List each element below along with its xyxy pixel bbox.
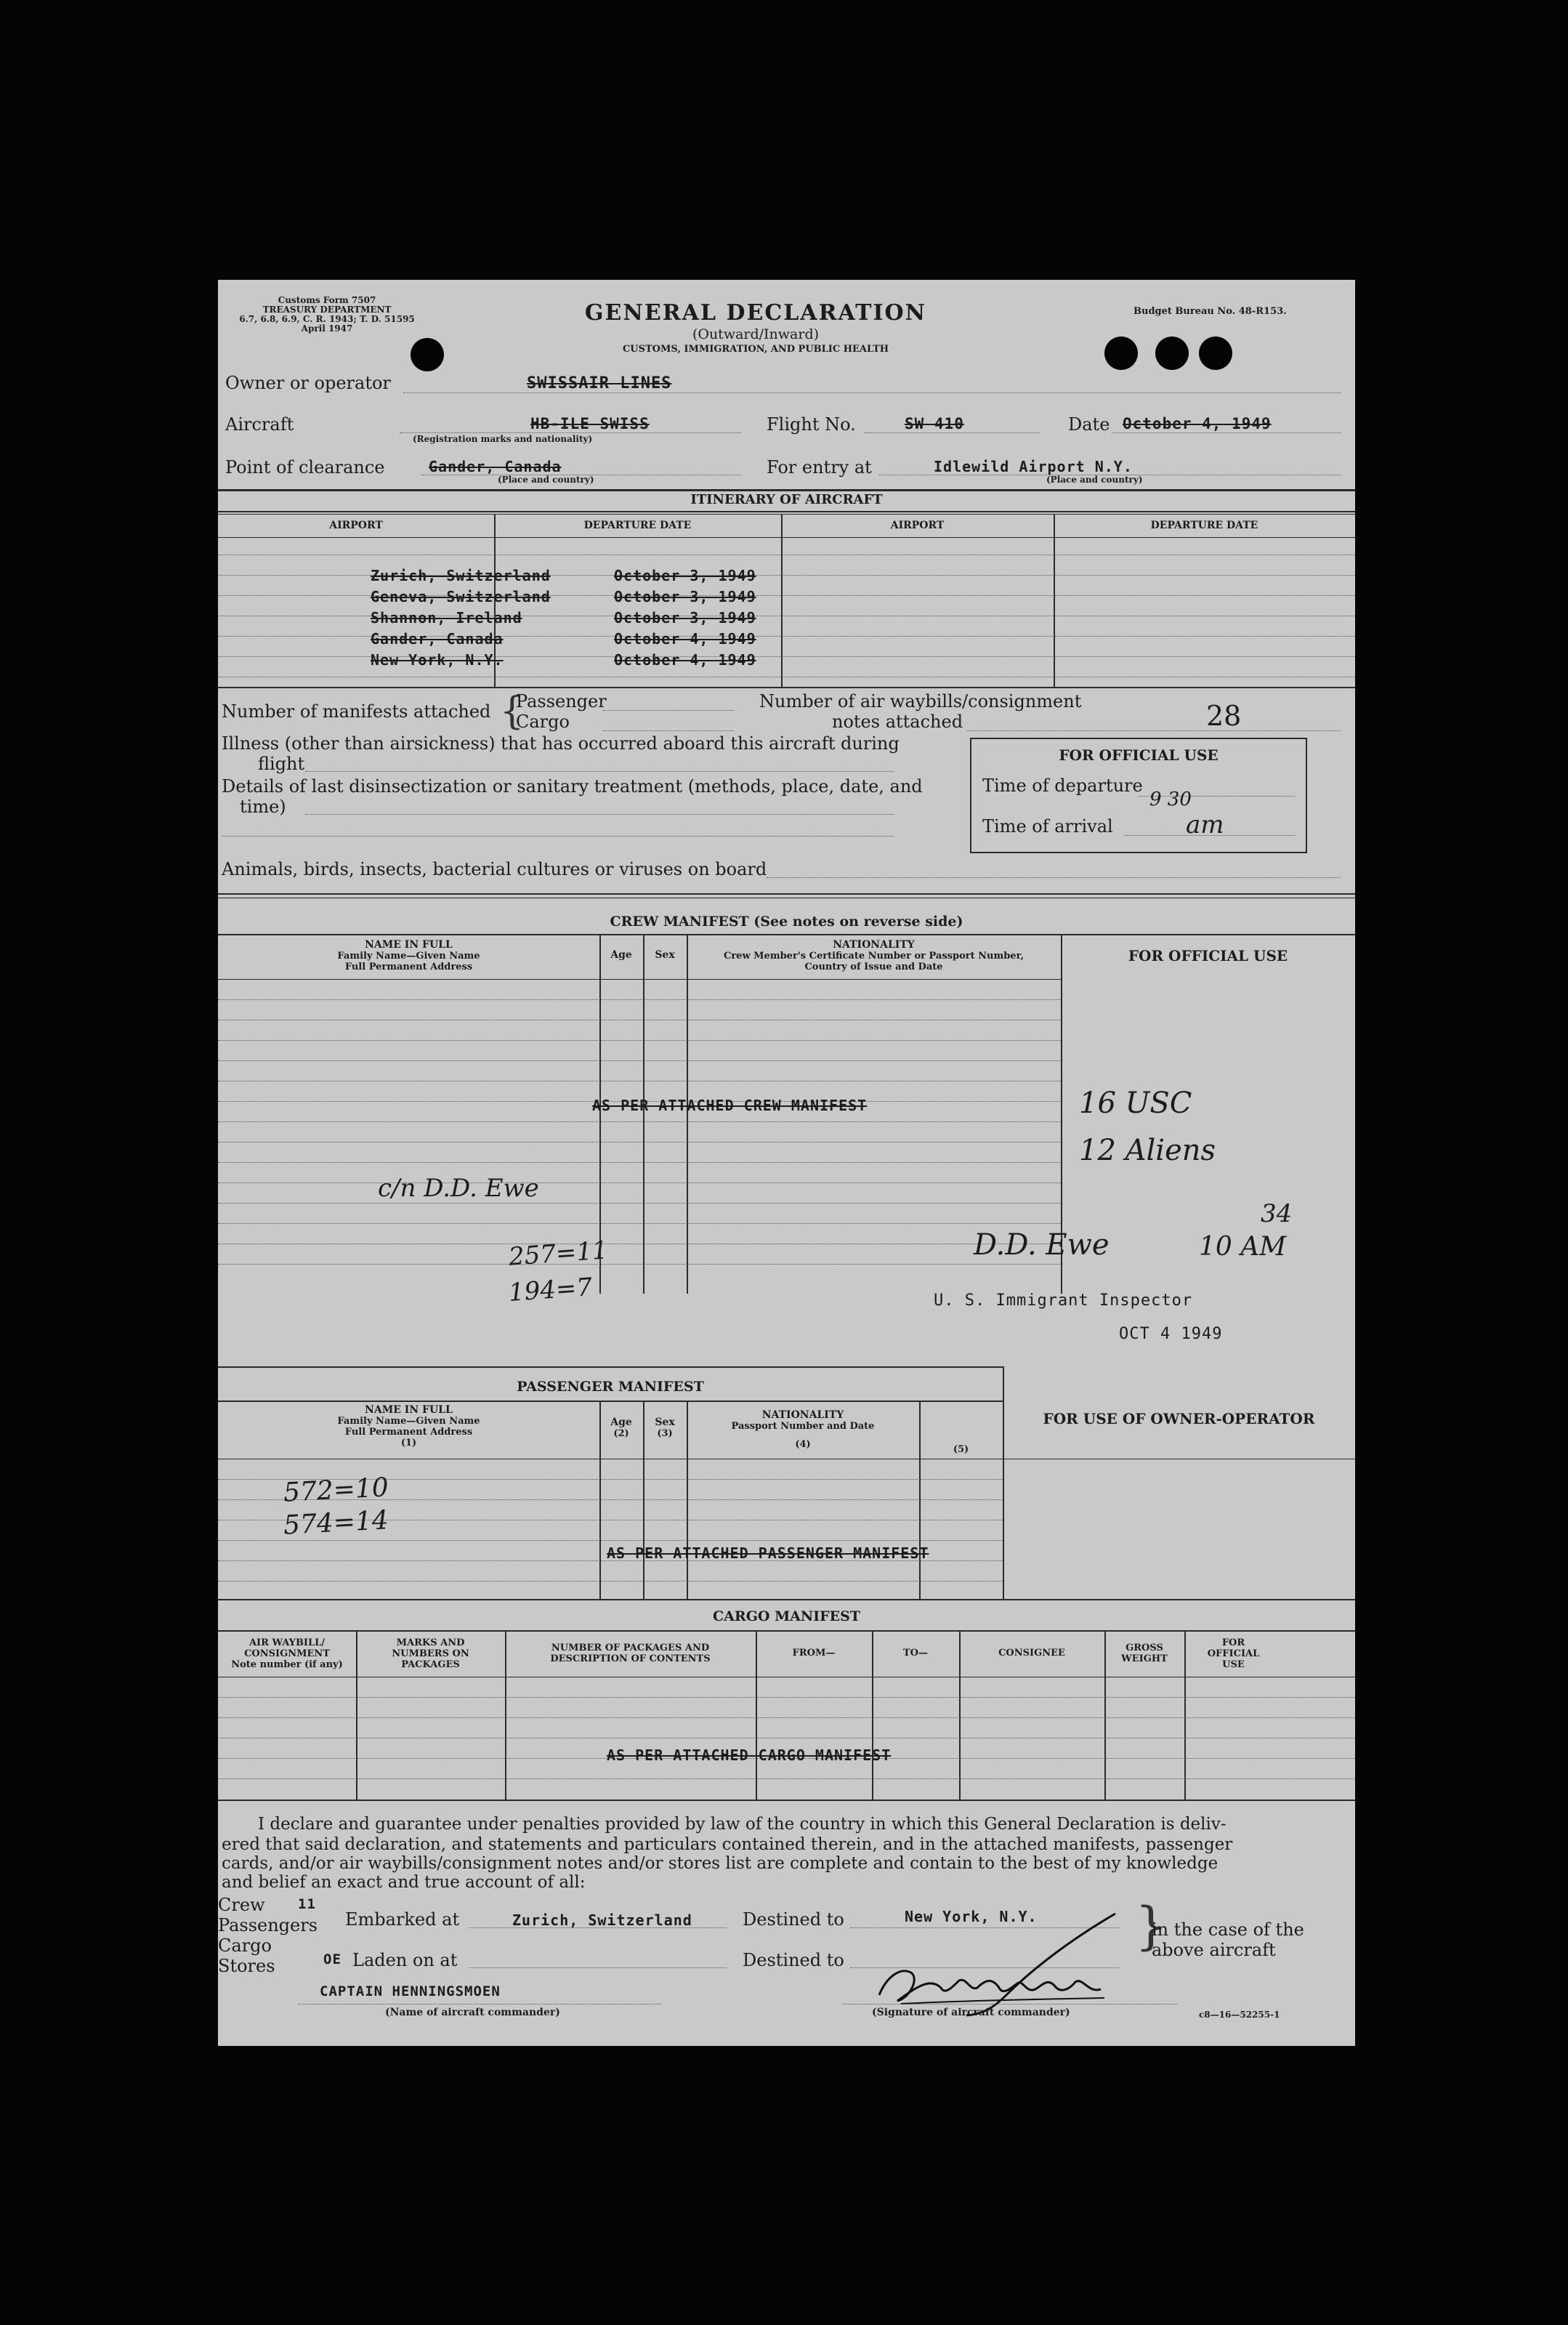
cargo-col-line: WEIGHT (1121, 1653, 1168, 1664)
itinerary-title: ITINERARY OF AIRCRAFT (690, 492, 883, 507)
manifests-cargo: Cargo (516, 712, 570, 732)
cargo-col-line: OFFICIAL (1207, 1648, 1260, 1659)
flight-label: Flight No. (767, 414, 856, 435)
itinerary-date: October 3, 1949 (614, 588, 756, 605)
waybills-value: 28 (1206, 700, 1242, 732)
crew-col-official: FOR OFFICIAL USE (1128, 947, 1288, 964)
punch-hole (411, 338, 444, 371)
itinerary-col-airport-2: AIRPORT (890, 520, 945, 531)
passenger-col-sex-line: (3) (657, 1428, 673, 1439)
itinerary-col-departure: DEPARTURE DATE (583, 520, 692, 531)
cargo-col-line: CONSIGNMENT (244, 1648, 330, 1659)
clearance-value: Gander, Canada (429, 458, 562, 475)
signature-label: (Signature of aircraft commander) (872, 2007, 1070, 2018)
time-departure-label: Time of departure (982, 775, 1143, 796)
passenger-col-name-line: Family Name—Given Name (337, 1416, 480, 1427)
punch-hole (1155, 337, 1189, 370)
itinerary-date: October 3, 1949 (614, 609, 756, 626)
itinerary-airport: Shannon, Ireland (371, 609, 522, 626)
passenger-col-age-line: (2) (613, 1428, 629, 1439)
crew-col-name-line: Full Permanent Address (344, 962, 473, 972)
embarked-value: Zurich, Switzerland (512, 1911, 692, 1929)
itinerary-airport: Zurich, Switzerland (371, 567, 551, 584)
passenger-col-nationality (687, 1410, 919, 1450)
entry-label: For entry at (767, 457, 872, 478)
passenger-col-5: (5) (953, 1444, 969, 1455)
declaration-line-1: I declare and guarantee under penalties provided by law of the country in which this General Declaration is deliv- (258, 1815, 1226, 1834)
cargo-col-line: FOR (1221, 1637, 1245, 1648)
cargo-col-waybill (218, 1637, 356, 1670)
declaration-cargo-label: Cargo (218, 1935, 272, 1956)
time-arrival-label: Time of arrival (982, 816, 1113, 837)
aircraft-label: Aircraft (225, 414, 294, 435)
passenger-col-sex-line: Sex (655, 1417, 675, 1428)
passenger-handwritten-count-1: 572=10 (283, 1472, 389, 1508)
commander-signature (857, 1908, 1133, 2017)
cargo-col-line: PACKAGES (401, 1659, 460, 1670)
itinerary-col-departure-2: DEPARTURE DATE (1150, 520, 1258, 531)
owner-label: Owner or operator (225, 373, 391, 393)
itinerary-date: October 4, 1949 (614, 651, 756, 669)
passenger-handwritten-count-2: 574=14 (283, 1505, 389, 1541)
disinsectization-label-2: time) (240, 797, 286, 817)
crew-handwritten-minutes: 34 (1261, 1199, 1293, 1228)
crew-stamp: AS PER ATTACHED CREW MANIFEST (592, 1097, 868, 1114)
entry-value: Idlewild Airport N.Y. (934, 458, 1133, 475)
cargo-col-marks (356, 1637, 505, 1670)
declaration-line-3: cards, and/or air waybills/consignment notes and/or stores list are complete and contain to the best of my knowledge (222, 1854, 1219, 1873)
aircraft-value: HB-ILE SWISS (530, 415, 650, 432)
official-box-title: FOR OFFICIAL USE (1059, 746, 1219, 764)
destined-label: Destined to (743, 1909, 844, 1930)
waybills-label-2: notes attached (832, 712, 963, 732)
passenger-col-name-line: NAME IN FULL (365, 1404, 453, 1416)
cargo-col-line: GROSS (1126, 1643, 1163, 1653)
crew-title: CREW MANIFEST (See notes on reverse side) (610, 914, 963, 930)
entry-note: (Place and country) (1046, 475, 1143, 485)
declaration-crew-value: 11 (298, 1896, 316, 1912)
cargo-col-line: USE (1222, 1659, 1245, 1670)
itinerary-airport: New York, N.Y. (371, 651, 504, 669)
laden-label: Laden on at (352, 1950, 458, 1970)
passenger-col-name-line: (1) (400, 1438, 417, 1448)
crew-col-nationality-line: NATIONALITY (833, 939, 915, 951)
cargo-col-line: NUMBERS ON (392, 1648, 469, 1659)
registration-note: (Registration marks and nationality) (413, 434, 593, 444)
print-code: c8—16—52255-1 (1199, 2010, 1280, 2020)
commander-name: CAPTAIN HENNINGSMOEN (320, 1983, 501, 1999)
punch-hole (1199, 337, 1232, 370)
cargo-title: CARGO MANIFEST (713, 1608, 860, 1624)
crew-handwritten-time: 10 AM (1199, 1232, 1287, 1262)
laden-prefix: OE (323, 1951, 342, 1967)
itinerary-airport: Geneva, Switzerland (371, 588, 551, 605)
clearance-label: Point of clearance (225, 457, 385, 478)
form-agencies: CUSTOMS, IMMIGRATION, AND PUBLIC HEALTH (622, 344, 889, 355)
declaration-stores-label: Stores (218, 1956, 275, 1976)
cargo-col-line: MARKS AND (396, 1637, 465, 1648)
itinerary-date: October 3, 1949 (614, 567, 756, 584)
arrival-time-handwritten: am (1186, 810, 1224, 839)
form-line: Customs Form 7507 (278, 295, 376, 305)
cargo-col-consignee: CONSIGNEE (998, 1648, 1065, 1659)
cargo-col-official (1184, 1637, 1282, 1670)
cargo-col-line: DESCRIPTION OF CONTENTS (550, 1653, 711, 1664)
passenger-title: PASSENGER MANIFEST (517, 1379, 704, 1395)
passenger-col-sex (643, 1417, 687, 1439)
crew-handwritten-count-1: 257=11 (507, 1236, 609, 1272)
disinsectization-label: Details of last disinsectization or sanitary treatment (methods, place, date, and (222, 776, 923, 797)
owner-value: SWISSAIR LINES (527, 374, 672, 392)
form-number (218, 296, 436, 334)
clearance-note: (Place and country) (498, 475, 594, 485)
form-subtitle: (Outward/Inward) (692, 326, 820, 342)
arrival-time-handwritten-top: 9 30 (1149, 789, 1192, 810)
flight-value: SW 410 (905, 415, 964, 432)
form-line: TREASURY DEPARTMENT (262, 305, 392, 315)
owner-operator-label: FOR USE OF OWNER-OPERATOR (1043, 1410, 1315, 1427)
passenger-col-name (218, 1405, 599, 1448)
cargo-col-from: FROM— (792, 1648, 836, 1659)
inspector-stamp: U. S. Immigrant Inspector (934, 1292, 1193, 1310)
itinerary-airport: Gander, Canada (371, 630, 504, 648)
crew-handwritten-initials: c/n D.D. Ewe (378, 1174, 539, 1203)
crew-col-nationality-line: Country of Issue and Date (804, 962, 943, 972)
inspector-stamp-date: OCT 4 1949 (1119, 1325, 1223, 1343)
illness-label: Illness (other than airsickness) that has occurred aboard this aircraft during (222, 733, 900, 754)
crew-col-name (218, 940, 599, 972)
cargo-col-line: Note number (if any) (231, 1659, 343, 1670)
commander-label: (Name of aircraft commander) (385, 2007, 560, 2018)
crew-handwritten-usc: 16 USC (1079, 1087, 1192, 1120)
crew-col-sex: Sex (655, 949, 675, 961)
cargo-col-to: TO— (903, 1648, 928, 1659)
manifests-passenger: Passenger (516, 691, 607, 712)
manifests-brace: { (500, 690, 525, 733)
date-label: Date (1068, 414, 1110, 435)
passenger-col-name-line: Full Permanent Address (344, 1427, 473, 1438)
animals-label: Animals, birds, insects, bacterial cultures or viruses on board (222, 859, 767, 879)
crew-col-name-line: Family Name—Given Name (337, 951, 480, 962)
passenger-stamp: AS PER ATTACHED PASSENGER MANIFEST (607, 1544, 929, 1562)
punch-hole (1104, 337, 1138, 370)
cargo-col-weight (1104, 1643, 1184, 1664)
waybills-label: Number of air waybills/consignment (759, 691, 1082, 712)
destined-value: New York, N.Y. (905, 1908, 1038, 1925)
in-case-label-2: above aircraft (1152, 1940, 1276, 1960)
embarked-label: Embarked at (345, 1909, 460, 1930)
crew-col-nationality (687, 940, 1061, 972)
passenger-col-nationality-line: (4) (795, 1439, 811, 1450)
declaration-crew-label: Crew (218, 1895, 265, 1915)
in-case-label: in the case of the (1152, 1919, 1304, 1940)
declaration-line-2: ered that said declaration, and statements and particulars contained therein, and in the attached manifests, passenger (222, 1835, 1233, 1854)
crew-handwritten-count-2: 194=7 (507, 1273, 594, 1307)
budget-number: Budget Bureau No. 48-R153. (1133, 306, 1287, 317)
passenger-col-nationality-line: NATIONALITY (761, 1409, 844, 1421)
crew-col-name-line: NAME IN FULL (365, 939, 453, 951)
crew-col-nationality-line: Crew Member's Certificate Number or Passport Number, (723, 951, 1025, 962)
declaration-form (218, 280, 1355, 2046)
inspector-signature: D.D. Ewe (974, 1228, 1110, 1262)
destined-label-2: Destined to (743, 1950, 844, 1970)
cargo-stamp: AS PER ATTACHED CARGO MANIFEST (607, 1746, 892, 1764)
crew-col-age: Age (610, 949, 632, 961)
form-title: GENERAL DECLARATION (584, 300, 927, 326)
cargo-col-packages (505, 1643, 756, 1664)
crew-handwritten-aliens: 12 Aliens (1079, 1134, 1216, 1167)
cargo-col-line: AIR WAYBILL/ (248, 1637, 326, 1648)
itinerary-col-airport: AIRPORT (329, 520, 383, 531)
illness-label-2: flight (258, 754, 305, 774)
passenger-col-age (599, 1417, 643, 1439)
declaration-line-4: and belief an exact and true account of all: (222, 1873, 586, 1892)
itinerary-date: October 4, 1949 (614, 630, 756, 648)
declaration-brace: } (1135, 1896, 1168, 1956)
manifests-label: Number of manifests attached (222, 701, 491, 722)
date-value: October 4, 1949 (1123, 415, 1272, 432)
official-use-box (970, 738, 1307, 853)
form-line: 6.7, 6.8, 6.9, C. R. 1943; T. D. 51595 (239, 314, 415, 324)
form-line: April 1947 (301, 323, 353, 334)
passenger-col-nationality-line: Passport Number and Date (731, 1421, 875, 1432)
passenger-col-age-line: Age (610, 1417, 632, 1428)
declaration-passengers-label: Passengers (218, 1915, 318, 1935)
cargo-col-line: NUMBER OF PACKAGES AND (551, 1643, 710, 1653)
